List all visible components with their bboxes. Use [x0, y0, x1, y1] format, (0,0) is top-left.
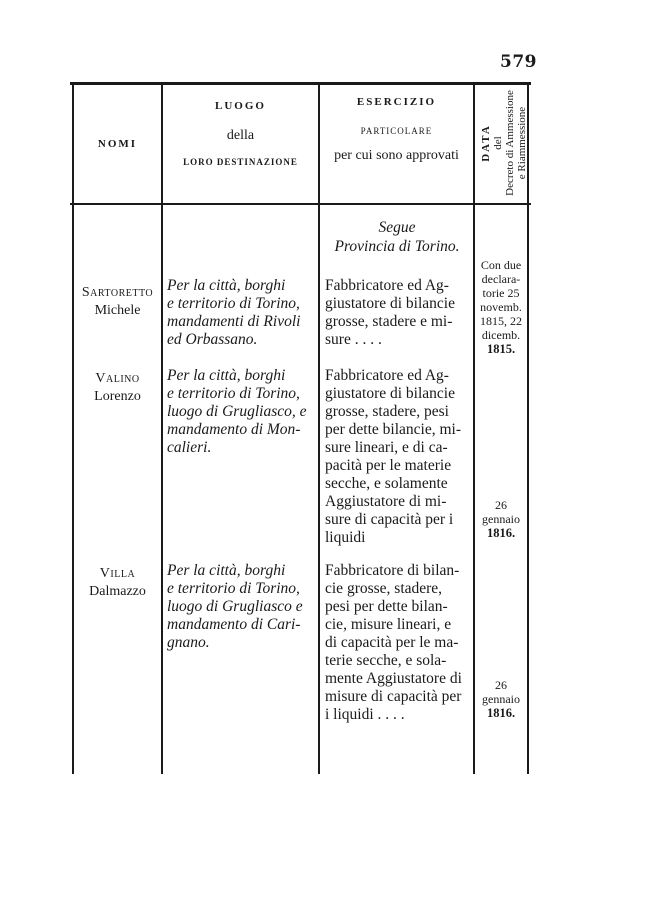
date-line: novemb.: [480, 300, 522, 314]
header-date-line2: del: [492, 136, 505, 150]
text-line: calieri.: [167, 439, 212, 456]
header-exercise-line1: ESERCIZIO: [356, 96, 437, 108]
date-line: Con due: [480, 258, 522, 272]
entry-exercise: [325, 367, 473, 547]
text-line: per dette bilancie, mi-: [325, 421, 461, 438]
text-line: mandamento di Cari-: [167, 616, 301, 633]
section-heading-line1: Segue: [378, 219, 416, 236]
entry-date: [474, 258, 528, 356]
date-line: 1816.: [486, 706, 516, 720]
text-line: Per la città, borghi: [167, 277, 286, 294]
text-line: e territorio di Torino,: [167, 295, 300, 312]
text-line: Per la città, borghi: [167, 562, 286, 579]
text-line: mandamento di Mon-: [167, 421, 301, 438]
text-line: i liquidi . . . .: [325, 706, 405, 723]
text-line: giustatore di bilancie: [325, 295, 455, 312]
date-line: dicemb.: [481, 328, 521, 342]
header-names: NOMI: [97, 138, 138, 150]
text-line: sure di capacità per i: [325, 511, 454, 528]
column-divider-exercise: [473, 84, 475, 774]
text-line: gnano.: [167, 634, 210, 651]
text-line: grosse, stadere e mi-: [325, 313, 453, 330]
text-line: grosse, stadere, pesi: [325, 403, 449, 420]
entry-surname: Valino: [95, 371, 140, 386]
text-line: di capacità per le ma-: [325, 634, 459, 651]
column-divider-names: [161, 84, 163, 774]
entry-date: [474, 498, 528, 540]
text-line: cie, misure lineari, e: [325, 616, 452, 633]
date-line: 26: [495, 498, 507, 512]
date-line: 1815.: [486, 342, 516, 356]
text-line: Fabbricatore ed Ag-: [325, 367, 449, 384]
header-bottom-rule: [70, 203, 531, 205]
text-line: pacità per le materie: [325, 457, 452, 474]
text-line: sure lineari, e di ca-: [325, 439, 448, 456]
text-line: mente Aggiustatore di: [325, 670, 462, 687]
entry-name: [74, 284, 161, 320]
entry-surname: Sartoretto: [81, 285, 154, 300]
date-line: 26: [495, 678, 507, 692]
text-line: e territorio di Torino,: [167, 385, 300, 402]
text-line: cie grosse, stadere,: [325, 580, 443, 597]
text-line: sure . . . .: [325, 331, 382, 348]
text-line: e territorio di Torino,: [167, 580, 300, 597]
text-line: Fabbricatore di bilan-: [325, 562, 460, 579]
date-line: 1815, 22: [480, 314, 522, 328]
text-line: luogo di Grugliasco, e: [167, 403, 307, 420]
text-line: terie secche, e sola-: [325, 652, 447, 669]
date-line: torie 25: [482, 286, 520, 300]
entry-exercise: [325, 562, 473, 724]
header-exercise: [320, 96, 473, 164]
text-line: luogo di Grugliasco e: [167, 598, 303, 615]
entry-destination: [167, 277, 319, 349]
header-date-line1: DATA: [480, 124, 493, 162]
entry-date: [474, 678, 528, 720]
header-date-line3: Decreto di Ammessione: [504, 90, 517, 196]
text-line: mandamenti di Rivoli: [167, 313, 301, 330]
text-line: giustatore di bilancie: [325, 385, 455, 402]
section-heading-line2: Provincia di Torino.: [334, 238, 460, 255]
date-line: declara-: [481, 272, 521, 286]
entry-name: [74, 370, 161, 406]
entry-destination: [167, 562, 319, 652]
entry-given-name: Dalmazzo: [89, 584, 146, 599]
text-line: ed Orbassano.: [167, 331, 258, 348]
entry-given-name: Michele: [94, 303, 141, 318]
entry-destination: [167, 367, 319, 457]
date-line: gennaio: [482, 692, 520, 706]
header-destination: [163, 100, 318, 167]
text-line: misure di capacità per: [325, 688, 462, 705]
entry-name: [74, 565, 161, 601]
column-divider-left: [72, 84, 74, 774]
header-destination-line2: della: [226, 128, 255, 143]
text-line: secche, e solamente: [325, 475, 448, 492]
entry-surname: Villa: [99, 566, 136, 581]
text-line: liquidi: [325, 529, 366, 546]
text-line: Fabbricatore ed Ag-: [325, 277, 449, 294]
table-top-rule: [70, 82, 531, 85]
header-destination-line1: LUOGO: [215, 100, 266, 112]
entry-given-name: Lorenzo: [94, 389, 141, 404]
entry-exercise: [325, 277, 473, 349]
date-line: gennaio: [482, 512, 520, 526]
text-line: Aggiustatore di mi-: [325, 493, 447, 510]
header-date-line4: e Riammessione: [516, 106, 529, 180]
header-exercise-line3: per cui sono approvati: [334, 148, 459, 163]
page-number: 579: [500, 52, 537, 72]
text-line: Per la città, borghi: [167, 367, 286, 384]
header-exercise-line2: PARTICOLARE: [360, 126, 433, 136]
header-destination-line3: LORO DESTINAZIONE: [183, 157, 298, 167]
date-line: 1816.: [486, 526, 516, 540]
text-line: pesi per dette bilan-: [325, 598, 448, 615]
header-date: [480, 84, 529, 202]
section-heading: [322, 218, 472, 256]
